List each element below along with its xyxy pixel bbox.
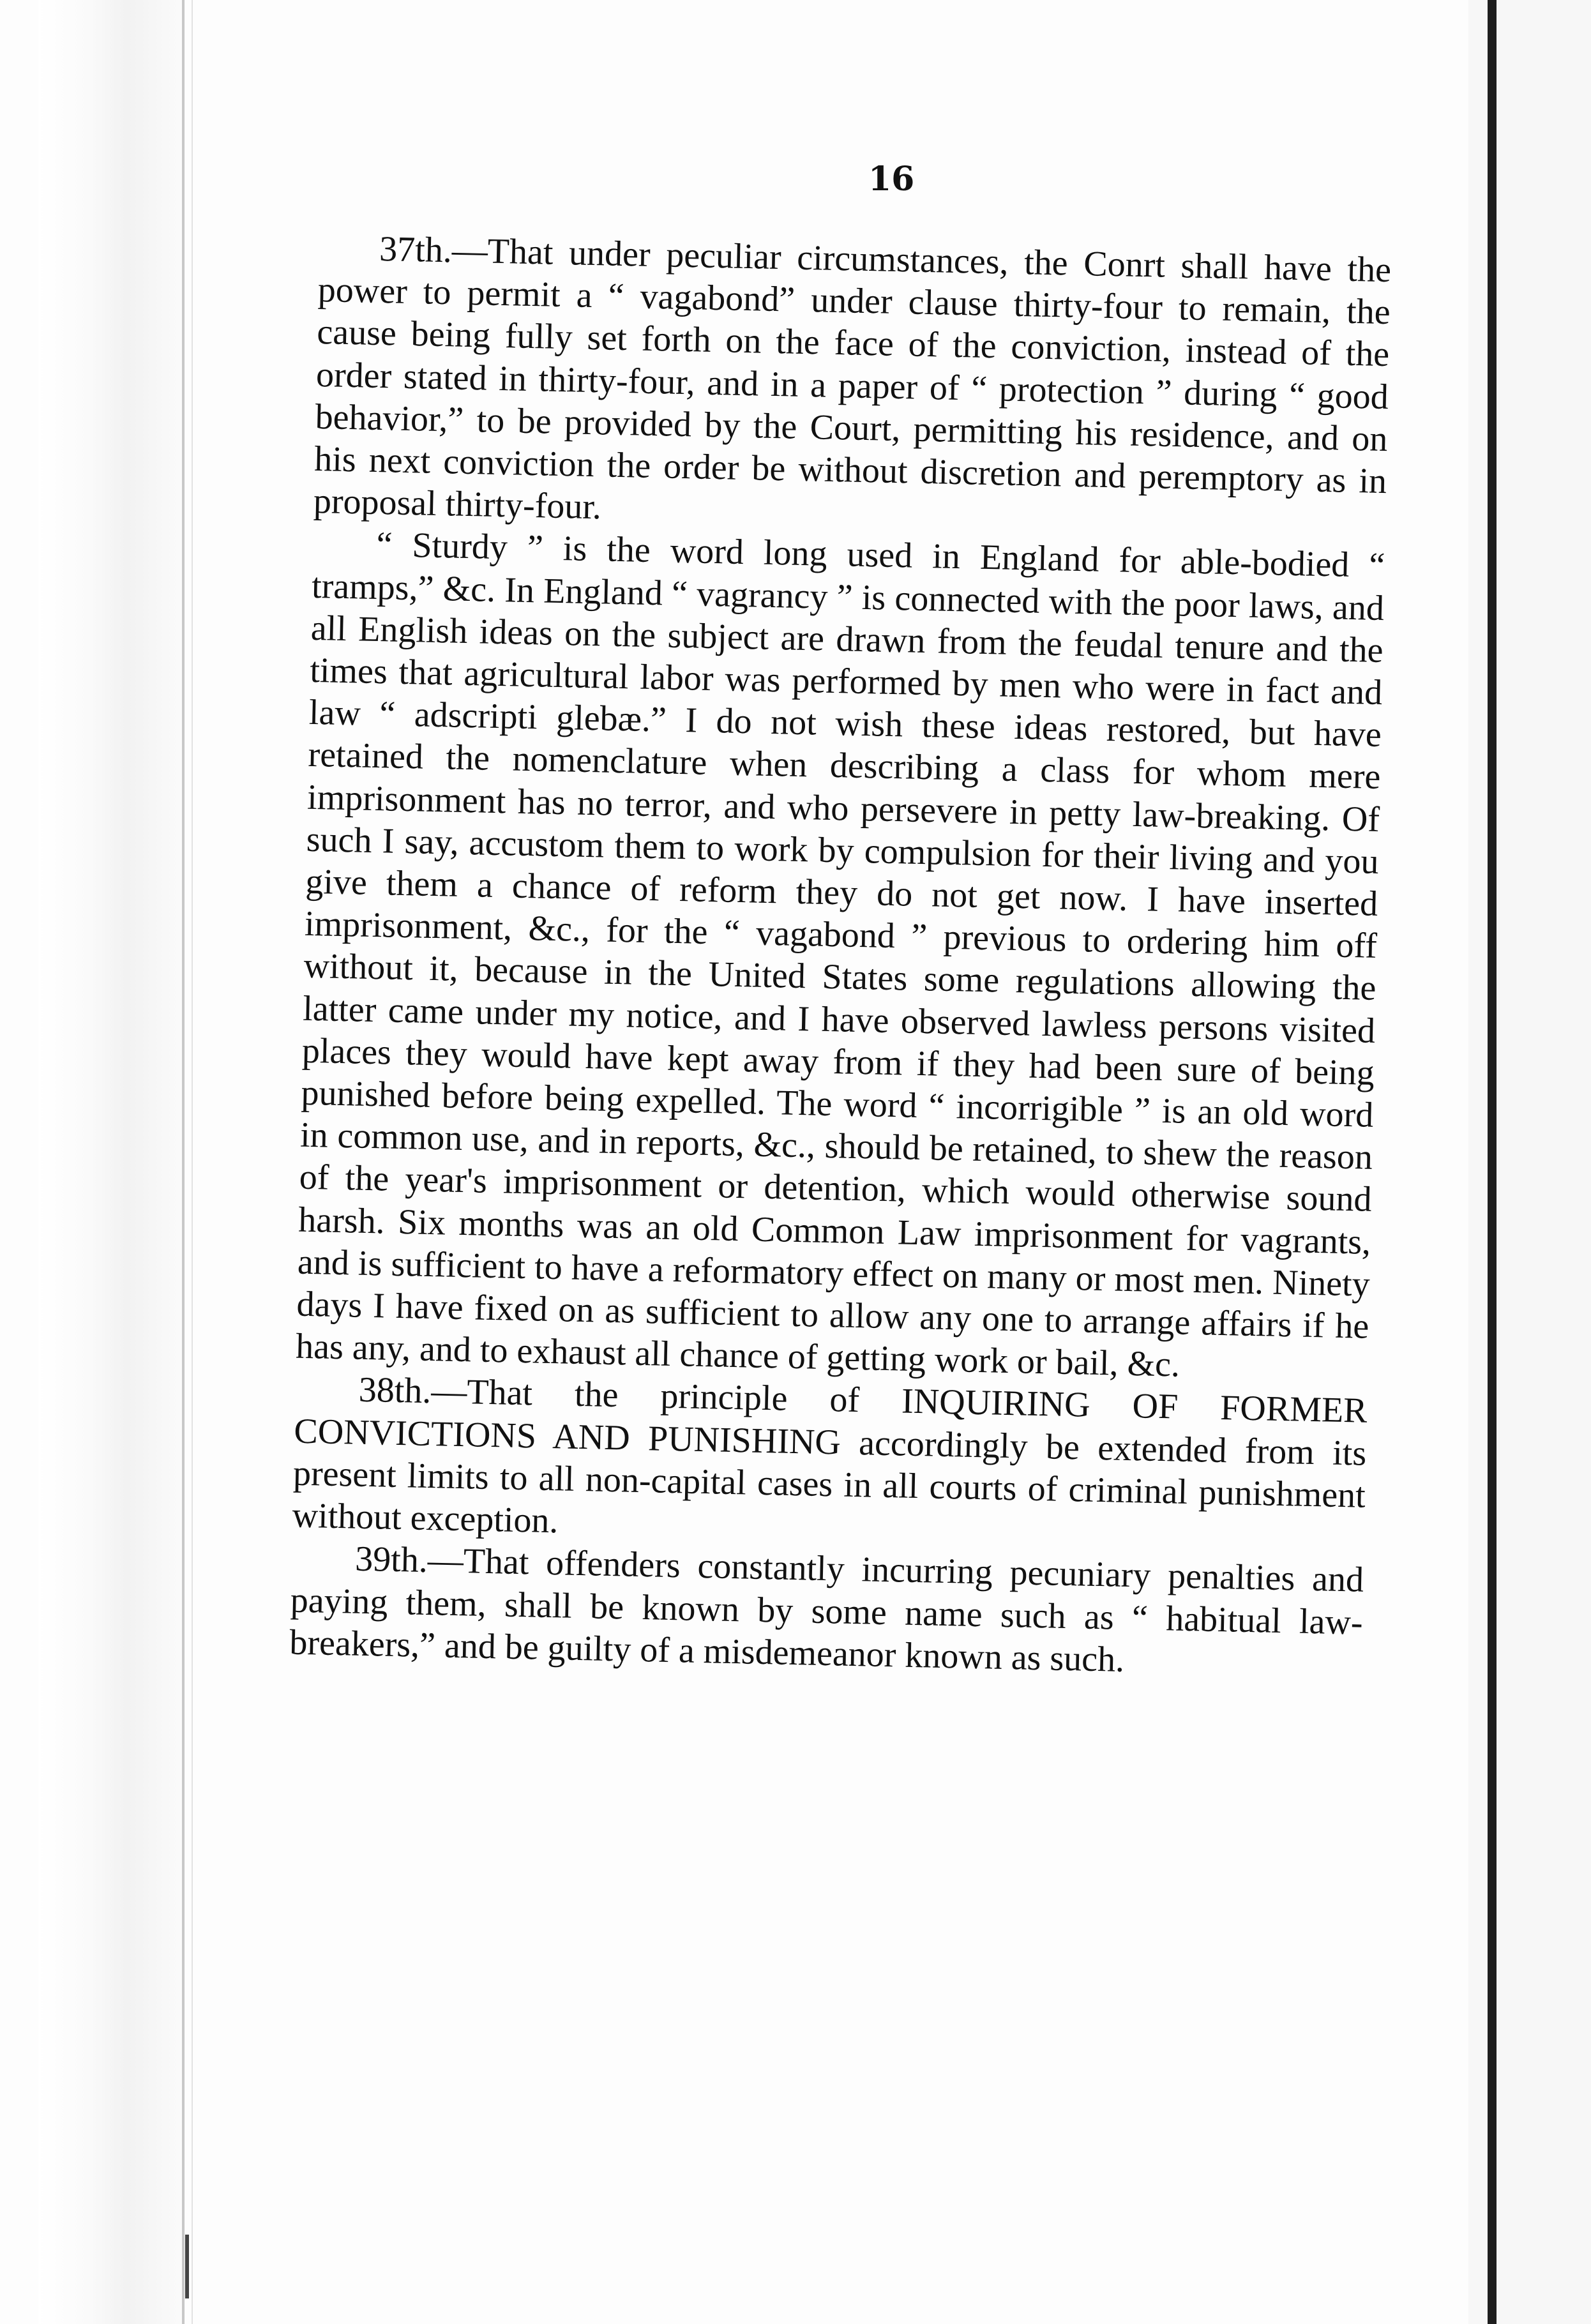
binding-shadow-line-thin <box>192 0 193 2324</box>
book-binding-edge <box>38 0 185 2324</box>
paragraph-37th: 37th.—That under peculiar circumstances, the Conrt shall have the power to permit a “ vagabond” under clause thirty-four to remain, the cause being fully set forth on the face of the conviction, instead of the order stated in thirty-four, and in a paper of “ protection ” during “ good behavior,” to be provided by the Court, permitting his residence, and on his next conviction the order be without discretion and peremptory as in proposal thirty-four. <box>313 229 1392 527</box>
scan-crop-mark <box>185 2235 189 2298</box>
binding-shadow-line <box>182 0 185 2324</box>
paragraph-38th: 38th.—That the principle of INQUIRING OF FORMER CONVICTIONS AND PUNISHING accordingly be extended from its present limits to all non-capital cases in all courts of criminal punishment without exception. <box>292 1370 1368 1541</box>
paragraph-39th: 39th.—That offenders constantly incurring pecuniary penalties and paying them, shall be known by some name such as “ habitual law-breakers,” and be guilty of a misdemeanor known as such. <box>289 1539 1364 1680</box>
paragraph-sturdy: “ Sturdy ” is the word long used in England for able-bodied “ tramps,” &c. In England “ vagrancy ” is connected with the poor laws, and all English ideas on the subject are drawn from the feudal tenure and the times that agricultural labor was performed by men who were in fact and law “ adscripti glebæ.” I do not wish these ideas restored, but have retained the nomenclature when describing a class for whom mere imprisonment has no terror, and who persevere in petty law-breaking. Of such I say, accustom them to work by compulsion for their living and you give them a chance of reform they do not get now. I have inserted imprisonment, &c., for the “ vagabond ” previous to ordering him off without it, because in the United States some regulations allowing the latter came under my notice, and I have observed lawless persons visited places they would have kept away from if they had been sure of being punished before being expelled. The word “ incorrigible ” is an old word in common use, and in reports, &c., should be retained, to shew the reason of the year's imprisonment or detention, which would otherwise sound harsh. Six months was an old Common Law imprisonment for vagrants, and is sufficient to have a reformatory effect on many or most men. Ninety days I have fixed on as sufficient to allow any one to arrange affairs if he has any, and to exhaust all chance of getting work or bail, &c. <box>295 525 1385 1385</box>
page-number: 16 <box>868 160 915 199</box>
scan-right-border <box>1488 0 1497 2324</box>
body-text <box>289 227 1392 1686</box>
scan-right-margin <box>1468 0 1591 2324</box>
